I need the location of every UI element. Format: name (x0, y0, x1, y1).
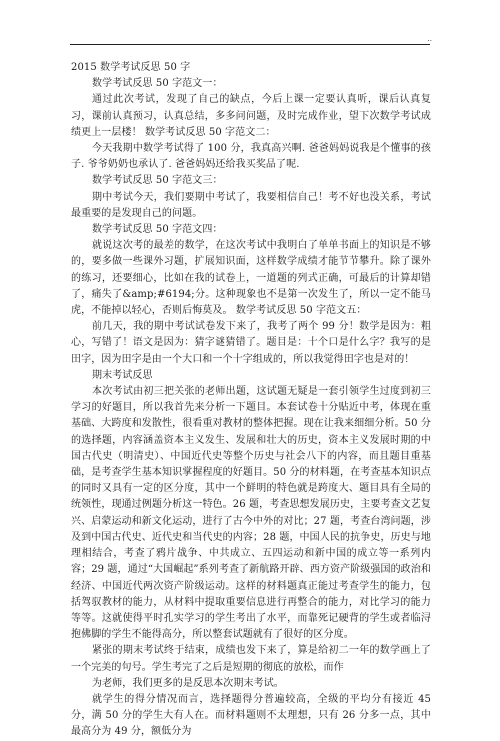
paragraph: 数学考试反思 50 字范文三： (92, 175, 223, 187)
paragraph: 就学生的得分情况而言，选择题得分普遍较高，全级的平均分有接近 45 分，满 50 分的学生大有人在。而材料题则不太理想，只有 26 分多一点，其中最高分为 49 分，额低分为 (71, 693, 431, 738)
paragraph: 紧张的期末考试终于结束，成绩也发下来了，算是给初二一年的数学画上了一个完美的句号。学生考完了之后是短期的彻底的放松，而作 (71, 645, 431, 673)
paragraph: 前几天，我的期中考试试卷发下来了，我考了两个 99 分！数学是因为：粗心，写错了！语文是因为：猜字谜猜错了。题目是：十个口是什么字？我写的是田字，因为田字是由一个大口和一个十字组成的，所以我觉得田字也是对的！ (71, 321, 431, 365)
paragraph: 数学考试反思 50 字范文四： (92, 224, 223, 236)
paragraph: 通过此次考试，发现了自己的缺点，今后上课一定要认真听，课后认真复习，课前认真预习，认真总结，多多问问题，及时完成作业，望下次数学考试成绩更上一层楼！ 数学考试反思 50 字范文二： (71, 94, 431, 138)
paragraph: 为老师，我们更多的是反思本次期末考试。 (92, 677, 284, 689)
paragraph: 今天我期中数学考试得了 100 分，我真高兴啊. 爸爸妈妈说我是个懂事的孩子. 爷爷奶奶也承认了. 爸爸妈妈还给我买奖品了呢. (71, 143, 431, 171)
paragraph: 就说这次考的最差的数学，在这次考试中我明白了单单书面上的知识是不够的，要多做一些课外习题，扩展知识面，这样数学成绩才能节节攀升。除了课外的练习，还要细心，比如在我的试卷上，一道题的列式正确，可最后的计算却错了，痛失了&amp;#6194;分。这种现象也不是第一次发生了，所以一定不能马虎，不能掉以轻心，否则后悔莫及。 数学考试反思 50 字范文五： (71, 240, 431, 317)
paragraph: 期中考试今天，我们要期中考试了，我要相信自己！考不好也没关系，考试最重要的是发现自己的问题。 (71, 191, 431, 219)
header-rule (70, 44, 430, 45)
header-mark: .. (427, 35, 432, 43)
paragraph: 期末考试反思 (92, 369, 153, 381)
document-body (71, 60, 431, 741)
paragraph: 数学考试反思 50 字范文一： (92, 78, 223, 90)
paragraph: 本次考试由初三把关张的老师出题，这试题无疑是一套引领学生过度到初三学习的好题目，所以我首先来分析一下题目。本套试卷十分贴近中考，体现在重基础、大跨度和发散性，很看重对教材的整体把握。现在让我来细细分析。50 分的选择题，内容涵盖资本主义发生、发展和壮大的历史，资本主义发展时期的中国古代史（明清史）、中国近代史等整个历史与社会八下的内容，而且题目重基础，是考查学生基本知识掌握程度的好题目。50 分的材料题，在考查基本知识点的同时又具有一定的区分度，其中一个鲜明的特色就是跨度大、题目具有全局的统领性，现通过例题分析这一特色。26 题，考查思想发展历史，主要考查文艺复兴、启蒙运动和新文化运动，进行了古今中外的对比；27 题，考查台湾问题，涉及到中国古代史、近代史和当代史的内容；28 题，中国人民的抗争史，历史与地理相结合，考查了鸦片战争、中共成立、五四运动和新中国的成立等一系列内容；29 题，通过“大国崛起”系列考查了新航路开辟、西方资产阶级强国的政治和经济、中国近代两次资产阶级运动。这样的材料题真正能过考查学生的能力，包括驾驭教材的能力，从材料中提取重要信息进行再整合的能力，对比学习的能力等等。这就使得平时孔实学习的学生考出了水平，而靠死记硬背的学生或者临浔抱佛脚的学生不能得高分，所以整套试题就有了很好的区分度。 (71, 386, 431, 641)
document-title: 2015 数学考试反思 50 字 (71, 62, 191, 73)
